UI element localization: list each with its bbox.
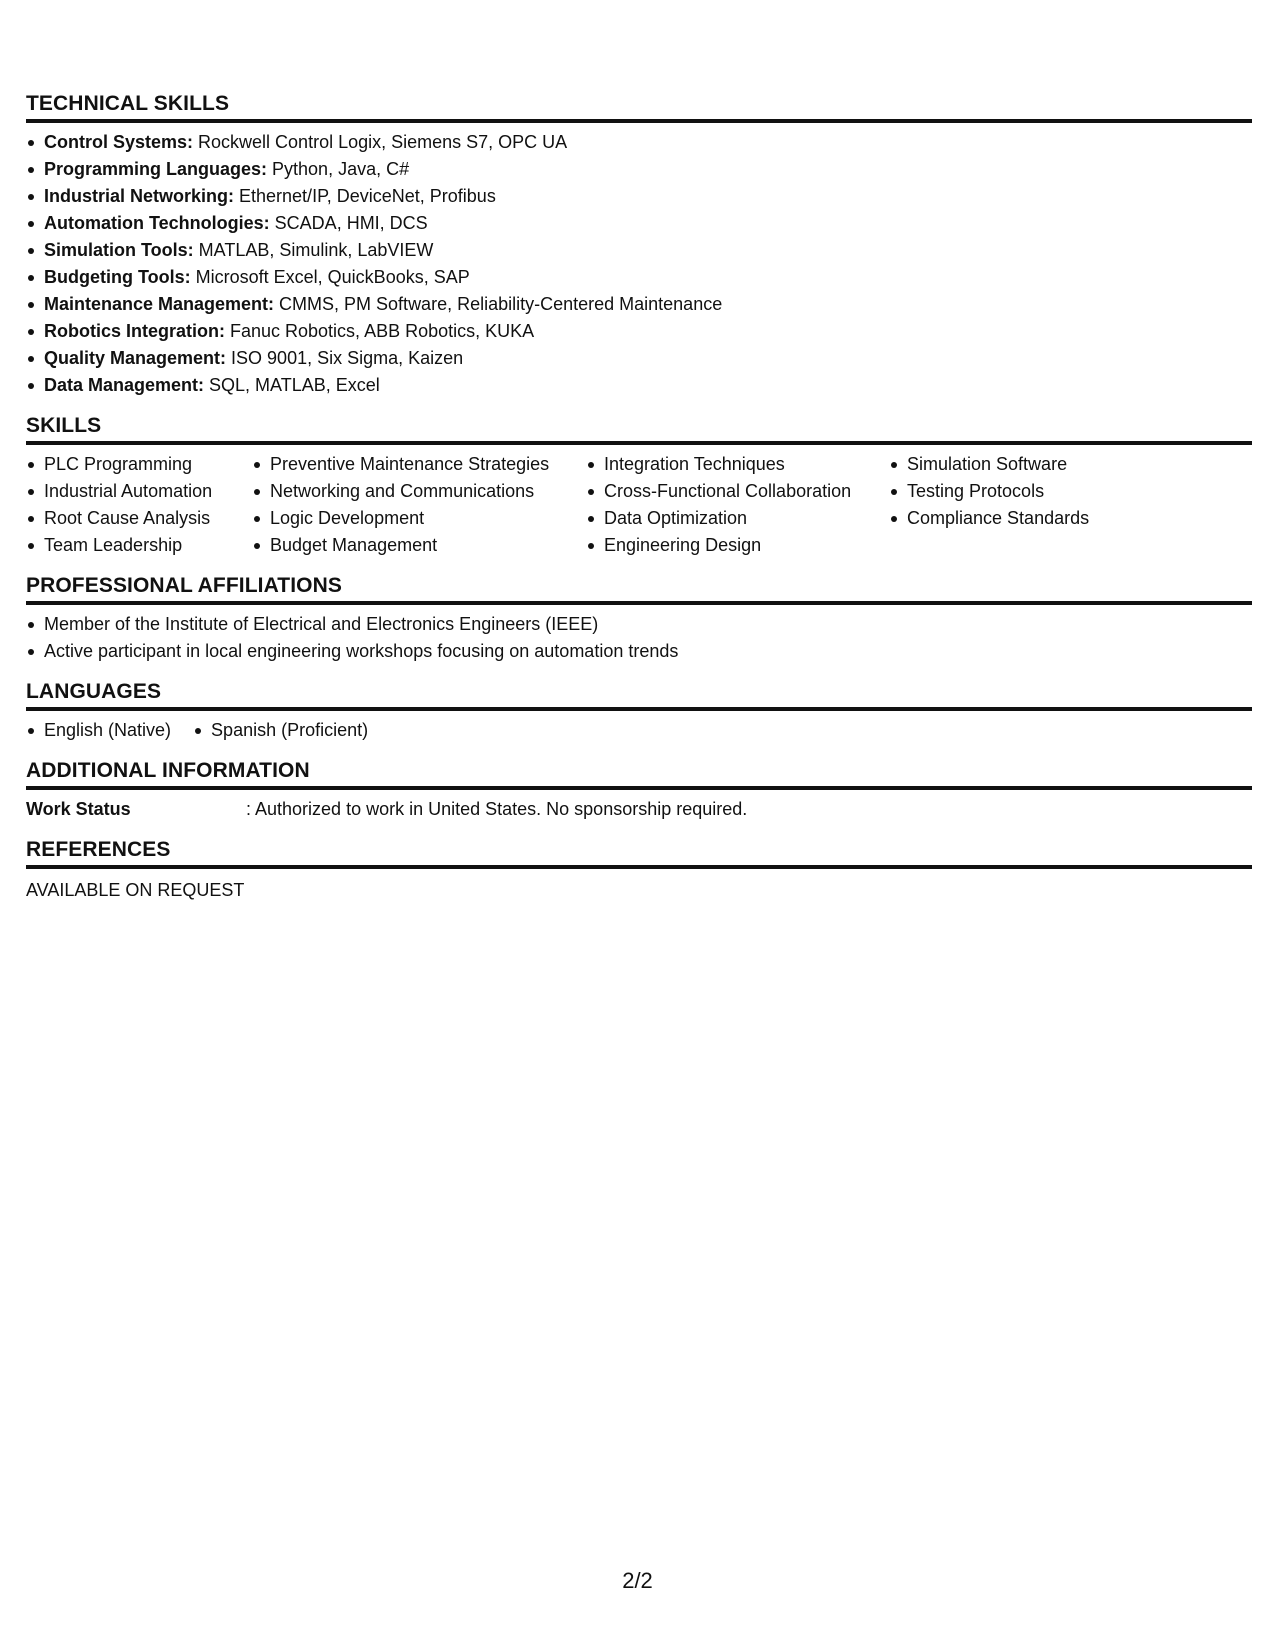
skill-values: ISO 9001, Six Sigma, Kaizen	[226, 348, 464, 368]
list-item	[26, 372, 1252, 399]
list-item: Budget Management	[252, 532, 586, 559]
skill-category: Simulation Tools:	[44, 240, 194, 260]
skill-values: MATLAB, Simulink, LabVIEW	[193, 240, 434, 260]
skills-column-1	[26, 451, 252, 559]
skill-category: Budgeting Tools:	[44, 267, 191, 287]
list-item: Logic Development	[252, 505, 586, 532]
skill-category: Maintenance Management:	[44, 294, 275, 314]
list-item	[26, 210, 1252, 237]
skill-category: Industrial Networking:	[44, 186, 235, 206]
list-item: Root Cause Analysis	[26, 505, 252, 532]
skills-section	[26, 414, 1252, 559]
additional-info-title: ADDITIONAL INFORMATION	[26, 759, 1252, 790]
page-number: 2/2	[622, 1568, 653, 1593]
skill-values: Fanuc Robotics, ABB Robotics, KUKA	[225, 321, 535, 341]
references-section	[26, 838, 1252, 904]
skills-grid	[26, 451, 1252, 559]
list-item: Networking and Communications	[252, 478, 586, 505]
resume-page	[26, 92, 1252, 919]
skills-title: SKILLS	[26, 414, 1252, 445]
skill-values: Microsoft Excel, QuickBooks, SAP	[190, 267, 470, 287]
work-status-label: Work Status	[26, 799, 131, 819]
affiliations-title: PROFESSIONAL AFFILIATIONS	[26, 574, 1252, 605]
list-item: Simulation Software	[889, 451, 1189, 478]
additional-info-section	[26, 759, 1252, 823]
list-item	[26, 129, 1252, 156]
skill-values: CMMS, PM Software, Reliability-Centered Maintenance	[274, 294, 723, 314]
technical-skills-list	[26, 129, 1252, 399]
work-status-value: : Authorized to work in United States. No sponsorship required.	[246, 799, 748, 819]
languages-section	[26, 680, 1252, 744]
languages-list	[26, 717, 390, 744]
list-item: Engineering Design	[586, 532, 889, 559]
list-item	[26, 264, 1252, 291]
skills-column-4	[889, 451, 1189, 559]
work-status-row	[26, 796, 1252, 823]
list-item: Compliance Standards	[889, 505, 1189, 532]
skill-values: Python, Java, C#	[267, 159, 410, 179]
list-item: Spanish (Proficient)	[193, 717, 368, 744]
list-item	[26, 345, 1252, 372]
list-item	[26, 291, 1252, 318]
list-item	[26, 318, 1252, 345]
list-item: PLC Programming	[26, 451, 252, 478]
list-item: Team Leadership	[26, 532, 252, 559]
list-item: Preventive Maintenance Strategies	[252, 451, 586, 478]
list-item: Industrial Automation	[26, 478, 252, 505]
list-item	[26, 183, 1252, 210]
skill-values: SCADA, HMI, DCS	[269, 213, 428, 233]
skill-values: SQL, MATLAB, Excel	[204, 375, 380, 395]
list-item: Integration Techniques	[586, 451, 889, 478]
technical-skills-section	[26, 92, 1252, 399]
skill-values: Rockwell Control Logix, Siemens S7, OPC UA	[193, 132, 568, 152]
skills-column-2	[252, 451, 586, 559]
skill-category: Quality Management:	[44, 348, 227, 368]
list-item: English (Native)	[26, 717, 171, 744]
list-item: Active participant in local engineering workshops focusing on automation trends	[26, 638, 1252, 665]
skill-values: Ethernet/IP, DeviceNet, Profibus	[234, 186, 496, 206]
list-item: Data Optimization	[586, 505, 889, 532]
skill-category: Programming Languages:	[44, 159, 268, 179]
affiliations-list	[26, 611, 1252, 665]
skill-category: Automation Technologies:	[44, 213, 270, 233]
list-item	[26, 237, 1252, 264]
affiliations-section	[26, 574, 1252, 665]
skill-category: Robotics Integration:	[44, 321, 225, 341]
technical-skills-title: TECHNICAL SKILLS	[26, 92, 1252, 123]
languages-row	[26, 717, 1252, 744]
list-item: Member of the Institute of Electrical and Electronics Engineers (IEEE)	[26, 611, 1252, 638]
references-title: REFERENCES	[26, 838, 1252, 869]
list-item: Testing Protocols	[889, 478, 1189, 505]
skills-column-3	[586, 451, 889, 559]
references-text: AVAILABLE ON REQUEST	[26, 880, 245, 900]
list-item: Cross-Functional Collaboration	[586, 478, 889, 505]
skill-category: Control Systems:	[44, 132, 194, 152]
skill-category: Data Management:	[44, 375, 205, 395]
list-item	[26, 156, 1252, 183]
languages-title: LANGUAGES	[26, 680, 1252, 711]
